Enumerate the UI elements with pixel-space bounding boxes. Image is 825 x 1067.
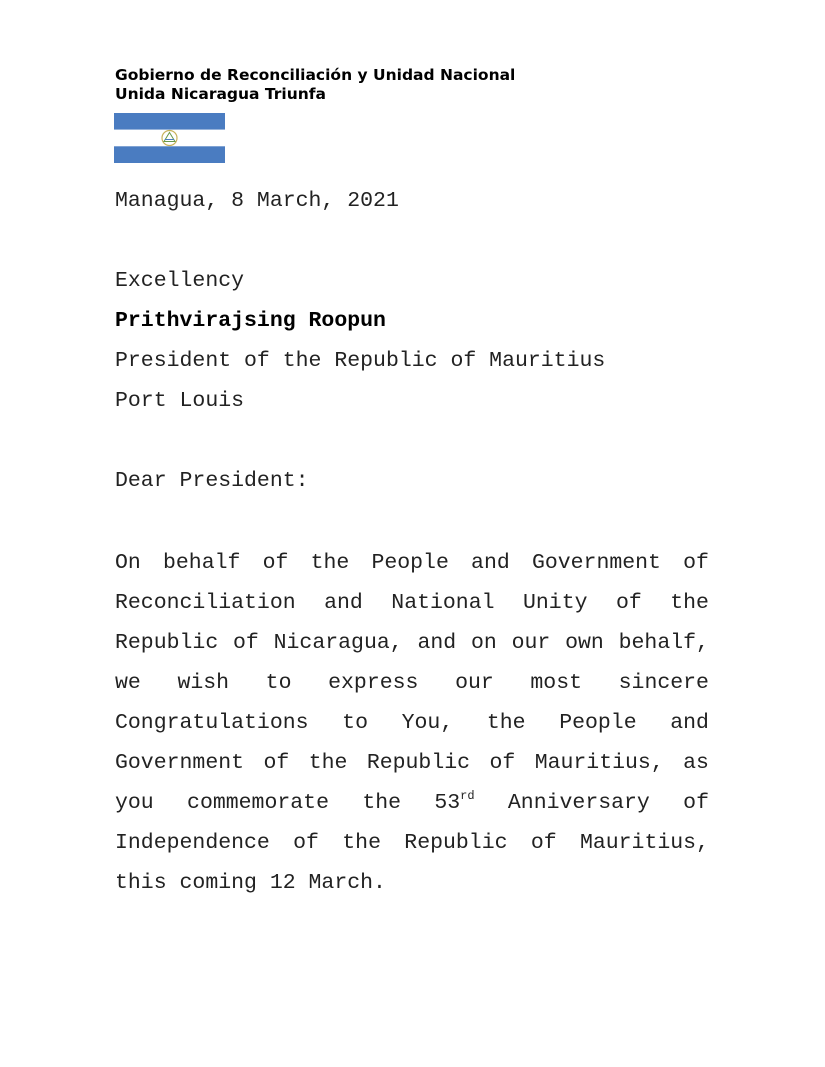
recipient-city: Port Louis [115, 389, 245, 413]
body-word: Reconciliation [115, 591, 296, 615]
body-word: Congratulations [115, 711, 309, 735]
body-word: to [342, 711, 368, 735]
body-word: of [530, 831, 557, 855]
body-word: the [362, 791, 402, 815]
body-line [115, 590, 709, 630]
body-word: Republic [115, 631, 219, 655]
body-word: of [293, 831, 319, 855]
body-line [115, 790, 709, 830]
body-word: Republic [366, 751, 471, 775]
body-word: sincere [618, 671, 709, 695]
body-word: of [233, 631, 259, 655]
body-word: we [115, 671, 141, 695]
body-word: the [310, 551, 350, 575]
body-word: Government [115, 751, 245, 775]
body-word: on [470, 631, 497, 655]
body-word: You, [401, 711, 454, 735]
body-line [115, 630, 709, 670]
flag-stripe-top [114, 113, 225, 130]
body-word: People [559, 711, 637, 735]
body-word: own [565, 631, 604, 655]
body-word: Mauritius, [534, 751, 664, 775]
body-line [115, 870, 709, 910]
body-word: you [115, 791, 154, 815]
body-word: the [486, 711, 526, 735]
body-word: of [683, 791, 709, 815]
body-word: to [265, 671, 292, 695]
body-word: and [471, 551, 510, 575]
recipient-position: President of the Republic of Mauritius [115, 349, 606, 373]
body-word: the [342, 831, 381, 855]
letter-place-date: Managua, 8 March, 2021 [115, 189, 399, 213]
body-word: of [615, 591, 642, 615]
body-closing-line: this coming 12 March. [115, 871, 386, 895]
body-word: and [417, 631, 457, 655]
body-word: of [263, 751, 290, 775]
body-word: most [530, 671, 583, 695]
body-word: as [683, 751, 709, 775]
body-word: wish [177, 671, 230, 695]
body-word: Nicaragua, [273, 631, 403, 655]
body-word: of [262, 551, 289, 575]
letterhead-slogan: Unida Nicaragua Triunfa [115, 85, 327, 103]
flag-stripe-bottom [114, 146, 225, 163]
body-word: and [324, 591, 363, 615]
letterhead-government-name: Gobierno de Reconciliación y Unidad Nacional [115, 66, 516, 84]
nicaragua-flag-icon [114, 113, 225, 163]
body-word: our [455, 671, 494, 695]
body-word: and [670, 711, 709, 735]
body-word: behalf, [618, 631, 709, 655]
body-line [115, 710, 709, 750]
body-word: Republic [404, 831, 508, 855]
body-word: the [308, 751, 348, 775]
body-word: Mauritius, [579, 831, 709, 855]
body-word: National [391, 591, 495, 615]
ordinal-suffix: rd [460, 789, 475, 803]
anniversary-ordinal [434, 790, 474, 830]
body-word: Anniversary [507, 791, 650, 815]
body-word: commemorate [187, 791, 329, 815]
body-word: Independence [115, 831, 270, 855]
body-word: of [683, 551, 709, 575]
body-word: People [371, 551, 449, 575]
body-word: Government [531, 551, 661, 575]
body-line [115, 750, 709, 790]
body-word: Unity [522, 591, 588, 615]
letter-body [115, 550, 709, 910]
body-word: of [489, 751, 516, 775]
body-word: express [328, 671, 419, 695]
body-line [115, 830, 709, 870]
body-word: the [670, 591, 709, 615]
body-word: our [511, 631, 551, 655]
letter-greeting: Dear President: [115, 469, 309, 493]
body-line [115, 550, 709, 590]
body-word: behalf [162, 551, 241, 575]
salutation-title: Excellency [115, 269, 245, 293]
ordinal-number: 53 [434, 791, 461, 815]
recipient-name: Prithvirajsing Roopun [115, 309, 386, 333]
letterhead [115, 66, 515, 104]
body-word: On [115, 551, 141, 575]
body-line [115, 670, 709, 710]
